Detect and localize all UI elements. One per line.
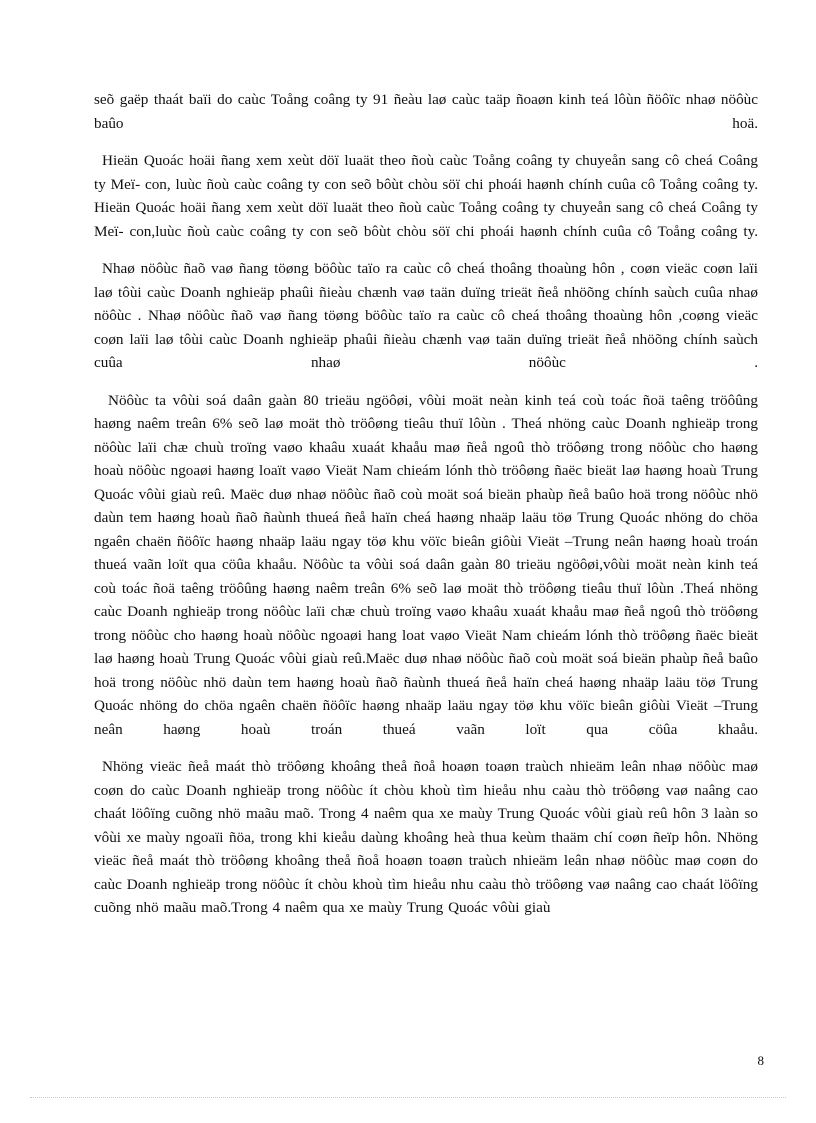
paragraph-4: Nöôùc ta vôùi soá daân gaàn 80 trieäu ngöôøi, vôùi moät neàn kinh teá coù toác ñoä taêng tröôûng haøng naêm treân 6% seõ laø moät thò tröôøng tieâu thuï lôùn . Theá nhöng caùc Doanh nghieäp trong nöôùc laïi chæ chuù troïng vaøo khaâu xuaát khaåu maø ñeå ngoû thò tröôøng trong nöôùc cho haøng hoaù nöôùc ngoaøi haøng loaït vaøo Vieät Nam chieám lónh thò tröôøng ñaëc bieät laø haøng hoaù Trung Quoác vôùi giaù reû. Maëc duø nhaø nöôùc ñaõ coù moät soá bieän phaùp ñeå baûo hoä trong nöôùc nhö daùn tem haøng hoaù ñaõ ñaùnh thueá ñeå haïn cheá haøng nhaäp laäu töø Trung Quoác nhöng do chöa ngaên chaën ñöôïc haøng nhaäp laäu ngay töø khu vöïc bieân giôùi Vieät –Trung neân haøng hoaù troán thueá vaãn loït qua cöûa khaåu. Nöôùc ta vôùi soá daân gaàn 80 trieäu ngöôøi,vôùi moät neàn kinh teá coù toác ñoä taêng tröôûng haøng naêm treân 6% seõ laø moät thò tröôøng tieâu thuï lôùn .Theá nhöng caùc Doanh nghieäp trong nöôùc laïi chæ chuù troïng vaøo khaâu xuaát khaåu maø ñeå ngoû thò tröôøng trong nöôùc cho haøng hoaù nöôùc ngoaøi hang loat vaøo Vieät Nam chieám lónh thò tröôøng ñaëc bieät laø haøng hoaù Trung Quoác vôùi giaù reû.Maëc duø nhaø nöôùc ñaõ coù moät soá bieän phaùp ñeå baûo hoä trong nöôùc nhö daùn tem haøng hoaù ñaõ ñaùnh thueá ñeå haïn cheá haøng nhaäp laäu töø Trung Quoác nhöng do chöa ngaên chaën ñöôïc haøng nhaäp laäu ngay töø khu vöïc bieân giôùi Vieät –Trung neân haøng hoaù troán thueá vaãn loït qua cöûa khaåu. bbox=[94, 391, 758, 738]
paragraph-1: seõ gaëp thaát baïi do caùc Toång coâng ty 91 ñeàu laø caùc taäp ñoaøn kinh teá lôùn ñöôïc nhaø nöôùc baûo hoä. bbox=[94, 91, 758, 132]
paragraph-5: Nhöng vieäc ñeå maát thò tröôøng khoâng theå ñoå hoaøn toaøn traùch nhieäm leân nhaø nöôùc maø coøn do caùc Doanh nghieäp trong nöôùc ít chòu khoù tìm hieåu nhu caàu thò tröôøng vaø naâng cao chaát löôïng cuõng nhö maãu maõ. Trong 4 naêm qua xe maùy Trung Quoác vôùi giaù reû hôn 3 laàn so vôùi xe maùy ngoaïi ñöa, trong khi kieåu daùng khoâng heà thua keùm thaäm chí coøn ñeïp hôn. Nhöng vieäc ñeå maát thò tröôøng khoâng theå ñoå hoaøn toaøn traùch nhieäm leân nhaø nöôùc maø coøn do caùc Doanh nghieäp trong nöôùc ít chòu khoù tìm hieåu nhu caàu thò tröôøng vaø naâng cao chaát löôïng cuõng nhö maãu maõ.Trong 4 naêm qua xe maùy Trung Quoác vôùi giaù bbox=[94, 758, 758, 916]
footer-divider bbox=[30, 1097, 786, 1098]
paragraph-2: Hieän Quoác hoäi ñang xem xeùt döï luaät theo ñoù caùc Toång coâng ty chuyeån sang cô cheá Coâng ty Meï- con, luùc ñoù caùc coâng ty con seõ bôùt chòu söï chi phoái haønh chính cuûa cô Toång coâng ty. Hieän Quoác hoäi ñang xem xeùt döï luaät theo ñoù caùc Toång coâng ty chuyeån sang cô cheá Coâng ty Meï- con,luùc ñoù caùc coâng ty con seõ bôùt chòu söï chi phoái haønh chính cuûa cô Toång coâng ty. bbox=[94, 152, 758, 240]
paragraph-3: Nhaø nöôùc ñaõ vaø ñang töøng böôùc taïo ra caùc cô cheá thoâng thoaùng hôn , coøn vieäc coøn laïi laø tôùi caùc Doanh nghieäp phaûi ñieàu chænh vaø taän duïng trieät ñeå nhöõng chính saùch cuûa nhaø nöôùc . Nhaø nöôùc ñaõ vaø ñang töøng böôùc taïo ra caùc cô cheá thoâng thoaùng hôn ,coøng vieäc coøn laïi laø tôùi caùc Doanh nghieäp phaûi ñieàu chænh vaø taän duïng trieät ñeå nhöõng chính saùch cuûa nhaø nöôùc . bbox=[94, 260, 758, 371]
document-body bbox=[94, 88, 758, 934]
page-number: 8 bbox=[757, 1053, 764, 1068]
